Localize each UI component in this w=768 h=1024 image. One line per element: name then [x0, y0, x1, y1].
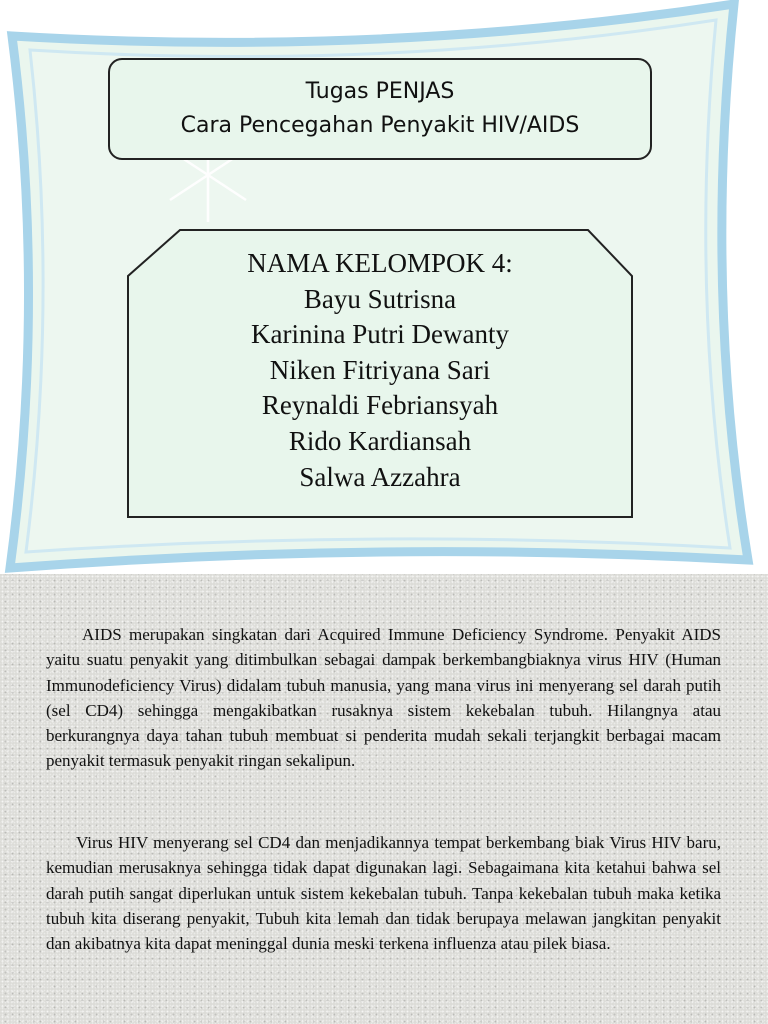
member-name: Reynaldi Febriansyah: [261, 390, 499, 421]
member-name: Salwa Azzahra: [299, 461, 461, 492]
title-line-1: Tugas PENJAS: [305, 79, 455, 104]
group-members: [128, 246, 632, 495]
member-name: Niken Fitriyana Sari: [269, 354, 491, 385]
group-heading: NAMA KELOMPOK 4:: [247, 248, 513, 278]
title-box: [108, 58, 652, 160]
paragraph-hiv-attack: Virus HIV menyerang sel CD4 dan menjadikannya tempat berkembang biak Virus HIV baru, kemudian merusaknya sehingga tidak dapat digunakan lagi. Sebagaimana kita ketahui bahwa sel darah putih sangat diperlukan untuk sistem kekebalan tubuh. Tanpa kekebalan tubuh maka ketika tubuh kita diserang penyakit, Tubuh kita lemah dan tidak berupaya melawan jangkitan penyakit dan akibatnya kita dapat meninggal dunia meski terkena influenza atau pilek biasa.: [46, 833, 721, 954]
paragraph-aids-definition: AIDS merupakan singkatan dari Acquired Immune Deficiency Syndrome. Penyakit AIDS yaitu suatu penyakit yang ditimbulkan sebagai dampak berkembangbiaknya virus HIV (Human Immunodeficiency Virus) didalam tubuh manusia, yang mana virus ini menyerang sel darah putih (sel CD4) sehingga mengakibatkan rusaknya sistem kekebalan tubuh. Hilangnya atau berkurangnya daya tahan tubuh membuat si penderita mudah sekali terjangkit berbagai macam penyakit termasuk penyakit ringan sekalipun.: [46, 625, 721, 771]
slide-text-page: [0, 574, 768, 1024]
title-line-2: Cara Pencegahan Penyakit HIV/AIDS: [180, 113, 580, 138]
member-name: Rido Kardiansah: [288, 425, 472, 456]
member-name: Karinina Putri Dewanty: [251, 319, 509, 350]
member-name: Bayu Sutrisna: [303, 283, 457, 314]
